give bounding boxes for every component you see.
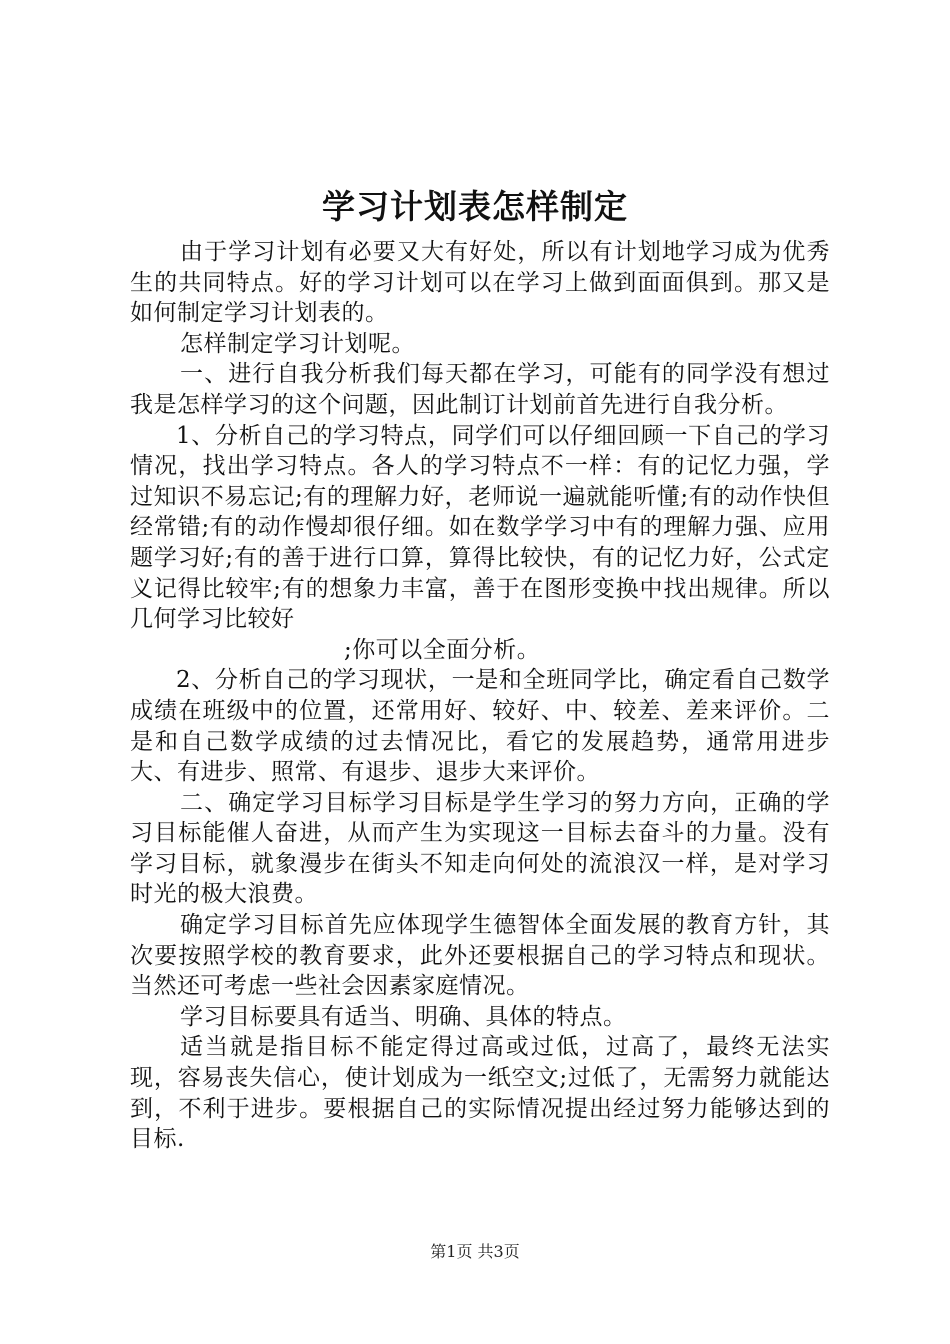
- paragraph-goal-basis: 确定学习目标首先应体现学生德智体全面发展的教育方针，其次要按照学校的教育要求，此外还要根据自己的学习特点和现状。当然还可考虑一些社会因素家庭情况。: [130, 912, 830, 1000]
- paragraph-section-one: 一、进行自我分析我们每天都在学习，可能有的同学没有想过我是怎样学习的这个问题，因此制订计划前首先进行自我分析。: [130, 361, 830, 418]
- paragraph-goal-traits: 学习目标要具有适当、明确、具体的特点。: [180, 1003, 627, 1030]
- paragraph-how-to: 怎样制定学习计划呢。: [180, 330, 415, 357]
- paragraph-section-two: 二、确定学习目标学习目标是学生学习的努力方向，正确的学习目标能催人奋进，从而产生为实现这一目标去奋斗的力量。没有学习目标，就象漫步在街头不知走向何处的流浪汉一样，是对学习时光的极大浪费。: [130, 789, 830, 908]
- document-title: 学习计划表怎样制定: [322, 187, 628, 226]
- paragraph-goal-appropriate: 适当就是指目标不能定得过高或过低，过高了，最终无法实现，容易丧失信心，使计划成为一纸空文;过低了，无需努力就能达到，不利于进步。要根据自己的实际情况提出经过努力能够达到的目标.: [130, 1034, 830, 1153]
- paragraph-intro: 由于学习计划有必要又大有好处，所以有计划地学习成为优秀生的共同特点。好的学习计划可以在学习上做到面面俱到。那又是如何制定学习计划表的。: [130, 239, 830, 327]
- page-number-footer: 第1页 共3页: [430, 1242, 520, 1261]
- paragraph-point-one-tail: ;你可以全面分析。: [344, 636, 541, 663]
- paragraph-point-two: 2、分析自己的学习现状，一是和全班同学比，确定看自己数学成绩在班级中的位置，还常用好、较好、中、较差、差来评价。二是和自己数学成绩的过去情况比，看它的发展趋势，通常用进步大、有进步、照常、有退步、退步大来评价。: [130, 667, 830, 786]
- document-body: [130, 237, 830, 1155]
- paragraph-point-one: 1、分析自己的学习特点，同学们可以仔细回顾一下自己的学习情况，找出学习特点。各人的学习特点不一样：有的记忆力强，学过知识不易忘记;有的理解力好，老师说一遍就能听懂;有的动作快但经常错;有的动作慢却很仔细。如在数学学习中有的理解力强、应用题学习好;有的善于进行口算，算得比较快，有的记忆力好，公式定义记得比较牢;有的想象力丰富，善于在图形变换中找出规律。所以几何学习比较好: [130, 422, 830, 633]
